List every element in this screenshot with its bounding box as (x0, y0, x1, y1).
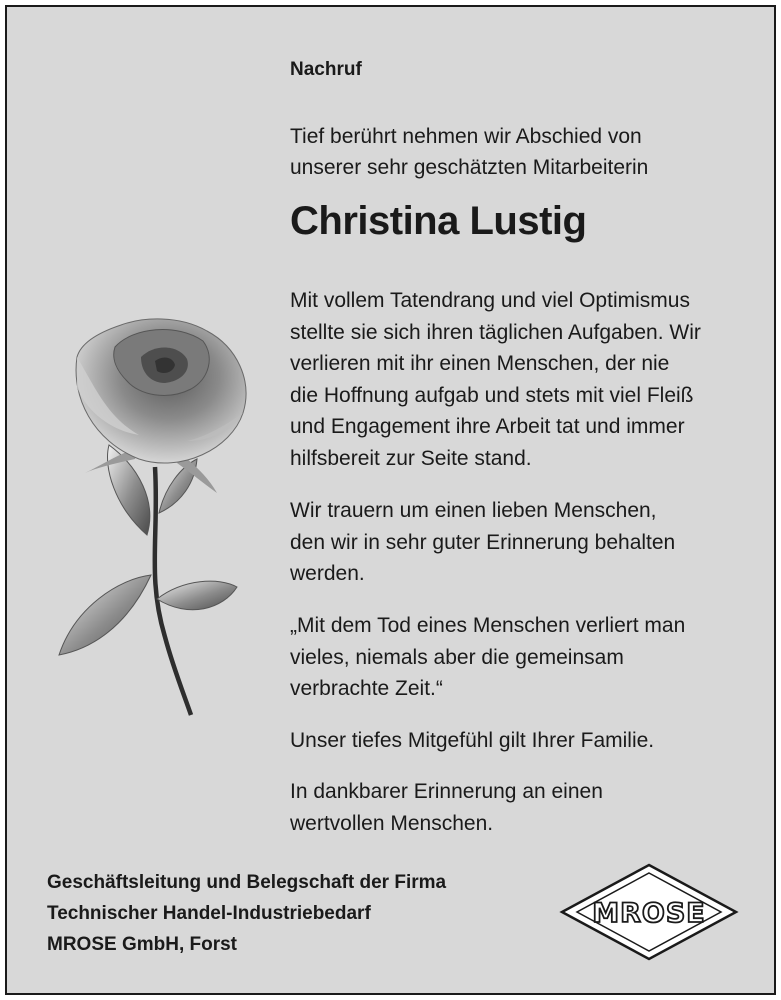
text-line: hilfsbereit zur Seite stand. (290, 446, 532, 470)
text-line: und Engagement ihre Arbeit tat und immer (290, 415, 685, 438)
text-line: Wir trauern um einen lieben Menschen, (290, 499, 657, 522)
intro-line: Tief berührt nehmen wir Abschied von (290, 125, 642, 148)
text-line: wertvollen Menschen. (290, 811, 494, 835)
signature-line: Technischer Handel-Industriebedarf (47, 903, 371, 924)
text-line: stellte sie sich ihren täglichen Aufgaben. Wir (290, 320, 701, 344)
intro-line: unserer sehr geschätzten Mitarbeiterin (290, 156, 649, 179)
text-line: verbrachte Zeit.“ (290, 677, 443, 700)
text-line: vieles, niemals aber die gemeinsam (290, 645, 624, 669)
rose-illustration (47, 317, 277, 727)
text-line: verlieren mit ihr einen Menschen, der nie (290, 352, 670, 375)
text-line: den wir in sehr guter Erinnerung behalten (290, 530, 676, 554)
paragraph-mourning (290, 495, 675, 590)
text-line: In dankbarer Erinnerung an einen (290, 780, 603, 803)
text-line: werden. (290, 562, 365, 585)
text-line: Unser tiefes Mitgefühl gilt Ihrer Familie. (290, 729, 655, 752)
company-logo (559, 862, 739, 962)
logo-text: MROSE (592, 898, 706, 929)
paragraph-sympathy (290, 725, 654, 757)
paragraph-quote (290, 610, 685, 705)
paragraph-remembrance (290, 776, 603, 839)
text-line: „Mit dem Tod eines Menschen verliert man (290, 614, 686, 637)
heading: Nachruf (290, 59, 362, 80)
obituary-notice (5, 5, 776, 995)
signature-line: MROSE GmbH, Forst (47, 934, 238, 955)
signature-line: Geschäftsleitung und Belegschaft der Firma (47, 872, 447, 893)
text-line: Mit vollem Tatendrang und viel Optimismus (290, 289, 690, 312)
text-line: die Hoffnung aufgab und stets mit viel Fleiß (290, 383, 694, 407)
paragraph-tribute (290, 285, 701, 474)
intro-text (290, 121, 648, 183)
deceased-name: Christina Lustig (290, 199, 587, 243)
signature-block (47, 867, 446, 960)
